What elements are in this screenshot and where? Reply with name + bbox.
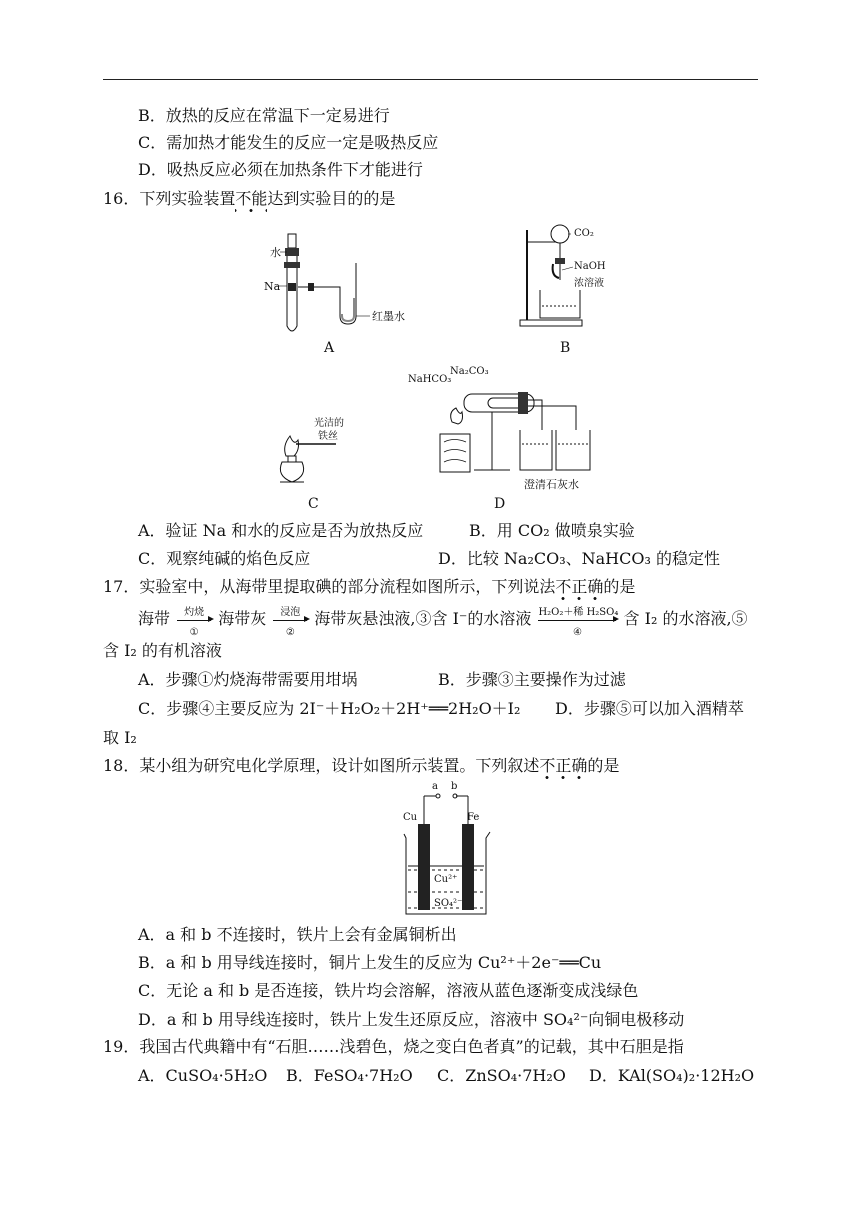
q17-option-c: C．步骤④主要反应为 2I⁻＋H₂O₂＋2H⁺══2H₂O＋I₂ [138, 699, 521, 718]
q17-flow [138, 606, 748, 638]
emphasis-dots: 不能 [235, 189, 267, 213]
q15-option-b: B．放热的反应在常温下一定易进行 [138, 106, 390, 125]
fe-electrode-label: Fe [467, 812, 480, 823]
figure-b-naoh-label: NaOH [574, 261, 606, 272]
flow-step-4: 含 I₂ 的水溶液,⑤ [623, 609, 748, 628]
q15-option-d: D．吸热反应必须在加热条件下才能进行 [138, 160, 423, 179]
q15-option-c: C．需加热才能发生的反应一定是吸热反应 [138, 133, 439, 152]
q19-option-d: D．KAl(SO₄)₂·12H₂O [589, 1066, 755, 1085]
q17-option-d: D．步骤⑤可以加入酒精萃 [555, 699, 744, 718]
figure-b-apparatus [515, 220, 625, 332]
q16-option-a: A．验证 Na 和水的反应是否为放热反应 [138, 521, 424, 540]
arrow-1: 灼烧 ① [177, 619, 211, 621]
figure-a-apparatus [260, 228, 400, 353]
figure-a-label: A [324, 340, 335, 356]
figure-d-na2co3-label: Na₂CO₃ [450, 366, 489, 377]
figure-c-apparatus [276, 428, 356, 488]
figure-d-label: D [494, 496, 506, 512]
cu-ion-label: Cu²⁺ [434, 874, 458, 885]
cu-electrode-label: Cu [403, 812, 418, 823]
sulfate-ion-label: SO₄²⁻ [434, 898, 463, 909]
figure-c-label: C [308, 496, 319, 512]
q18-option-b: B．a 和 b 用导线连接时，铜片上发生的反应为 Cu²⁺＋2e⁻══Cu [138, 953, 602, 972]
terminal-b-label: b [451, 781, 458, 792]
q16-option-c: C．观察纯碱的焰色反应 [138, 549, 311, 568]
q16-option-b: B．用 CO₂ 做喷泉实验 [469, 521, 635, 540]
figure-a-water-label: 水 [270, 246, 281, 259]
q18-option-c: C．无论 a 和 b 是否连接，铁片均会溶解，溶液从蓝色逐渐变成浅绿色 [138, 981, 639, 1000]
flow-step-3: 海带灰悬浊液,③含 I⁻的水溶液 [314, 609, 532, 628]
q17-option-d-cont: 取 I₂ [103, 728, 137, 747]
q17-option-a: A．步骤①灼烧海带需要用坩埚 [138, 670, 358, 689]
q19-option-b: B．FeSO₄·7H₂O [286, 1066, 413, 1085]
q19-option-a: A．CuSO₄·5H₂O [138, 1066, 268, 1085]
flow-step-2: 海带灰 [218, 609, 267, 628]
q19-option-c: C．ZnSO₄·7H₂O [437, 1066, 566, 1085]
q16-option-d: D．比较 Na₂CO₃、NaHCO₃ 的稳定性 [438, 549, 720, 568]
terminal-a-label: a [432, 781, 438, 792]
q17-option-b: B．步骤③主要操作为过滤 [438, 670, 626, 689]
header-rule [103, 79, 758, 80]
figure-c-wire-label-1: 光洁的 [314, 418, 344, 429]
q18-option-d: D．a 和 b 用导线连接时，铁片上发生还原反应，溶液中 SO₄²⁻向铜电极移动 [138, 1010, 685, 1029]
q18-stem: 18．某小组为研究电化学原理，设计如图所示装置。下列叙述不正确的是 [103, 756, 619, 776]
q19-stem: 19．我国古代典籍中有“石胆……浅碧色，烧之变白色者真”的记载，其中石胆是指 [103, 1037, 684, 1056]
q16-stem: 16．下列实验装置不能达到实验目的的是 [103, 189, 395, 209]
figure-b-co2-label: CO₂ [574, 228, 594, 239]
flow-step-1: 海带 [138, 609, 171, 628]
arrow-4: H₂O₂＋稀 H₂SO₄ ④ [538, 606, 619, 638]
figure-d-limewater-label: 澄清石灰水 [524, 478, 579, 491]
figure-b-label: B [560, 340, 571, 356]
figure-a-ink-label: 红墨水 [372, 310, 405, 323]
q17-stem: 17．实验室中，从海带里提取碘的部分流程如图所示，下列说法不正确的是 [103, 577, 635, 597]
figure-d-apparatus [430, 382, 610, 482]
figure-b-solution-label: 浓溶液 [574, 278, 604, 289]
figure-d-nahco3-label: NaHCO₃ [408, 374, 452, 385]
q17-flow-cont: 含 I₂ 的有机溶液 [103, 641, 222, 660]
figure-a-na-label: Na [264, 280, 281, 293]
arrow-2: 浸泡 ② [273, 619, 307, 621]
q18-option-a: A．a 和 b 不连接时，铁片上会有金属铜析出 [138, 925, 457, 944]
figure-c-wire-label-2: 铁丝 [318, 431, 338, 442]
